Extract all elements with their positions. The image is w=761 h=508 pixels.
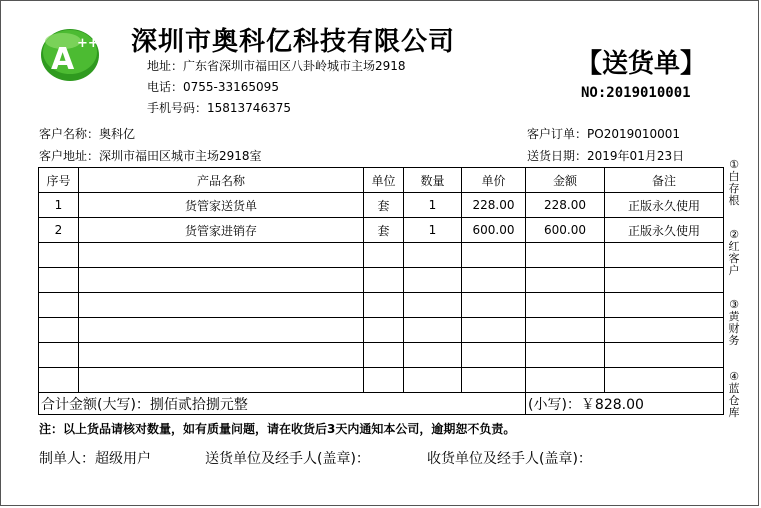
delivery-date-label: 送货日期： bbox=[527, 149, 588, 163]
deliverer-signature: 送货单位及经手人(盖章)： bbox=[205, 451, 370, 467]
customer-name bbox=[39, 125, 135, 142]
table-row bbox=[39, 193, 724, 218]
table-cell bbox=[404, 318, 462, 343]
table-cell bbox=[526, 243, 605, 268]
table-cell: 正版永久使用 bbox=[605, 193, 724, 218]
table-cell bbox=[462, 293, 526, 318]
table-cell bbox=[605, 243, 724, 268]
table-cell bbox=[462, 243, 526, 268]
table-cell bbox=[404, 293, 462, 318]
customer-address-label: 客户地址： bbox=[39, 149, 100, 163]
table-cell bbox=[364, 343, 404, 368]
customer-order-value: PO2019010001 bbox=[587, 127, 681, 141]
copy-label-red: ② 红 客 户 bbox=[728, 228, 740, 277]
table-cell bbox=[526, 268, 605, 293]
table-cell: 正版永久使用 bbox=[605, 218, 724, 243]
column-header: 数量 bbox=[404, 168, 462, 193]
table-cell bbox=[526, 293, 605, 318]
table-cell bbox=[39, 343, 79, 368]
table-cell: 货管家送货单 bbox=[79, 193, 364, 218]
table-cell bbox=[79, 268, 364, 293]
table-cell bbox=[462, 268, 526, 293]
table-cell: 1 bbox=[404, 218, 462, 243]
customer-name-label: 客户名称： bbox=[39, 127, 100, 141]
total-row bbox=[39, 393, 724, 415]
company-address: 地址：广东省深圳市福田区八卦岭城市主场2918 bbox=[147, 59, 406, 73]
table-cell: 228.00 bbox=[526, 193, 605, 218]
company-name: 深圳市奥科亿科技有限公司 bbox=[131, 27, 456, 57]
company-logo bbox=[39, 25, 101, 83]
table-cell bbox=[526, 368, 605, 393]
table-cell bbox=[364, 368, 404, 393]
table-cell bbox=[39, 243, 79, 268]
table-cell bbox=[39, 293, 79, 318]
table-row bbox=[39, 318, 724, 343]
company-phone: 电话：0755-33165095 bbox=[147, 80, 279, 94]
table-cell bbox=[462, 343, 526, 368]
table-cell bbox=[605, 343, 724, 368]
column-header: 单位 bbox=[364, 168, 404, 193]
table-cell bbox=[364, 318, 404, 343]
svg-text:++: ++ bbox=[77, 36, 99, 51]
column-header: 序号 bbox=[39, 168, 79, 193]
table-row bbox=[39, 268, 724, 293]
table-cell bbox=[404, 343, 462, 368]
customer-order bbox=[527, 125, 680, 142]
table-cell: 套 bbox=[364, 193, 404, 218]
table-row bbox=[39, 368, 724, 393]
delivery-date bbox=[527, 147, 684, 164]
customer-order-label: 客户订单： bbox=[527, 127, 588, 141]
table-cell: 货管家进销存 bbox=[79, 218, 364, 243]
table-cell: 1 bbox=[404, 193, 462, 218]
table-cell bbox=[39, 318, 79, 343]
table-cell: 2 bbox=[39, 218, 79, 243]
table-cell bbox=[39, 368, 79, 393]
total-lower: (小写)：￥828.00 bbox=[526, 393, 724, 415]
table-cell bbox=[605, 368, 724, 393]
table-cell bbox=[605, 293, 724, 318]
copy-label-yellow: ③ 黄 财 务 bbox=[728, 298, 740, 347]
table-cell: 600.00 bbox=[462, 218, 526, 243]
document-title: 【送货单】 bbox=[576, 49, 707, 79]
table-cell bbox=[404, 268, 462, 293]
receiver-signature: 收货单位及经手人(盖章)： bbox=[427, 451, 592, 467]
table-cell bbox=[79, 343, 364, 368]
table-row bbox=[39, 293, 724, 318]
table-row bbox=[39, 343, 724, 368]
customer-address bbox=[39, 147, 262, 164]
items-table bbox=[38, 167, 724, 415]
table-cell bbox=[526, 318, 605, 343]
column-header: 备注 bbox=[605, 168, 724, 193]
delivery-date-value: 2019年01月23日 bbox=[587, 149, 685, 163]
table-cell bbox=[79, 368, 364, 393]
company-mobile: 手机号码：15813746375 bbox=[147, 101, 291, 115]
document-number: NO:2019010001 bbox=[581, 85, 691, 101]
copy-label-blue: ④ 蓝 仓 库 bbox=[728, 370, 740, 419]
maker-signature: 制单人：超级用户 bbox=[39, 451, 151, 467]
table-cell bbox=[462, 318, 526, 343]
disclaimer-note: 注：以上货品请核对数量，如有质量问题，请在收货后3天内通知本公司，逾期恕不负责。 bbox=[39, 422, 516, 436]
column-header: 产品名称 bbox=[79, 168, 364, 193]
table-cell: 套 bbox=[364, 218, 404, 243]
column-header: 金额 bbox=[526, 168, 605, 193]
table-row bbox=[39, 243, 724, 268]
customer-name-value: 奥科亿 bbox=[99, 127, 136, 141]
svg-text:A: A bbox=[51, 42, 75, 77]
table-cell bbox=[364, 243, 404, 268]
table-cell bbox=[364, 293, 404, 318]
table-header-row bbox=[39, 168, 724, 193]
table-cell bbox=[79, 243, 364, 268]
table-cell bbox=[79, 293, 364, 318]
table-cell bbox=[404, 368, 462, 393]
column-header: 单价 bbox=[462, 168, 526, 193]
table-cell bbox=[605, 318, 724, 343]
table-cell: 228.00 bbox=[462, 193, 526, 218]
table-cell bbox=[526, 343, 605, 368]
table-cell bbox=[462, 368, 526, 393]
table-cell bbox=[364, 268, 404, 293]
table-cell bbox=[605, 268, 724, 293]
total-upper: 合计金额(大写)：捌佰贰拾捌元整 bbox=[39, 393, 526, 415]
table-cell bbox=[39, 268, 79, 293]
table-cell bbox=[404, 243, 462, 268]
table-cell: 600.00 bbox=[526, 218, 605, 243]
copy-label-white: ① 白 存 根 bbox=[728, 158, 740, 207]
table-cell bbox=[79, 318, 364, 343]
table-row bbox=[39, 218, 724, 243]
customer-address-value: 深圳市福田区城市主场2918室 bbox=[99, 149, 262, 163]
table-cell: 1 bbox=[39, 193, 79, 218]
